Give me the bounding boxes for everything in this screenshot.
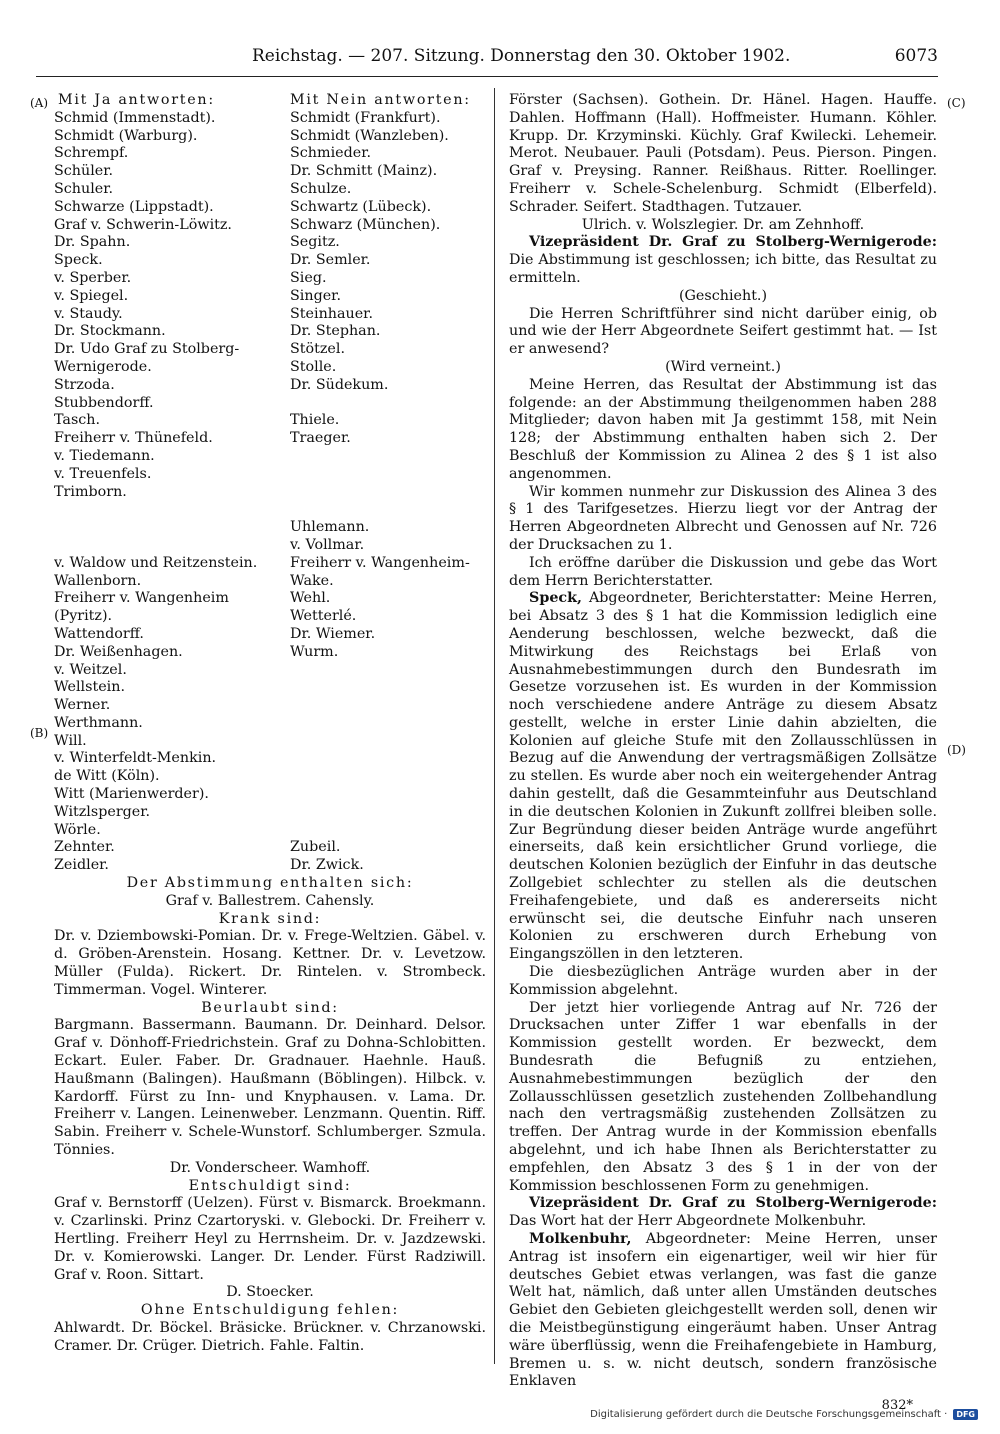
margin-letter-a: (A)	[30, 96, 49, 110]
nein-vote-name	[270, 395, 486, 413]
footer-text: Digitalisierung gefördert durch die Deutsche Forschungsgemeinschaft ·	[590, 1409, 948, 1420]
ja-vote-name	[54, 519, 270, 537]
nein-vote-name: Singer.	[290, 287, 341, 304]
entschuldigt-heading: Entschuldigt sind:	[188, 1177, 352, 1194]
nein-vote-name: Wehl.	[290, 590, 331, 607]
nein-vote-name	[270, 679, 486, 697]
ja-header: Mit Ja antworten:	[58, 92, 215, 108]
nein-vote-name: Zubeil.	[290, 839, 341, 856]
ja-vote-name: (Pyritz).	[54, 608, 113, 625]
nein-vote-name: Uhlemann.	[290, 519, 370, 536]
nein-vote-name: Wetterlé.	[290, 608, 357, 625]
ja-vote-name: Witzlsperger.	[54, 803, 151, 820]
nein-vote-name: Wurm.	[290, 643, 339, 660]
ja-vote-name: Wattendorff.	[54, 625, 144, 642]
vote-list	[54, 110, 486, 875]
nein-vote-name: Segitz.	[290, 234, 340, 251]
nein-vote-name: Traeger.	[290, 430, 351, 447]
ja-vote-name: Strzoda.	[54, 376, 115, 393]
ja-vote-name: Dr. Spahn.	[54, 234, 131, 251]
nein-vote-name: Dr. Semler.	[290, 252, 371, 269]
ja-vote-name	[54, 537, 270, 555]
paragraph-antrag-726: Der jetzt hier vorliegende Antrag auf Nr. 726 der Drucksachen unter Ziffer 1 war ebenfalls in der Kommission gestellt worden. Er bezweckt, dem Bundesrath die Befugniß zu entziehen, Ausnahmebestimmungen bezüglich der den Zollausschlüssen gesetzlich zustehenden Zollbehandlung nach den vertragsmäßig zustehenden Zollsätzen zu treffen. Der Antrag wurde in der Kommission ebenfalls abgelehnt, und ich habe Ihnen als Berichterstatter zu empfehlen, den Absatz 3 des § 1 in der von der Kommission beschlossenen Form zu genehmigen.	[509, 999, 937, 1194]
nein-vote-name	[270, 768, 486, 786]
nein-vote-name: Schwarz (München).	[290, 216, 441, 233]
vizepraesident-statement-1	[509, 234, 937, 287]
ja-vote-name: v. Weitzel.	[54, 661, 127, 678]
entschuldigt-names: Graf v. Bernstorff (Uelzen). Fürst v. Bismarck. Broekmann. v. Czarlinski. Prinz Czartoryski. v. Glebocki. Dr. Freiherr v. Hertling. Freiherr Heyl zu Herrnsheim. Dr. v. Jazdzewski. Dr. v. Komierowski. Langer. Dr. Lender. Fürst Radziwill. Graf v. Roon. Sittart.	[54, 1195, 486, 1283]
ja-vote-name	[54, 501, 270, 519]
nein-vote-name: Thiele.	[290, 412, 340, 429]
stage-direction-geschieht: (Geschieht.)	[678, 287, 768, 304]
nein-header: Mit Nein antworten:	[290, 92, 471, 108]
nein-vote-name	[270, 786, 486, 804]
paragraph-abgelehnt: Die diesbezüglichen Anträge wurden aber in der Kommission abgelehnt.	[509, 964, 937, 998]
nein-vote-name: Dr. Wiemer.	[290, 625, 376, 642]
enthalten-heading: Der Abstimmung enthalten sich:	[126, 875, 414, 892]
ja-vote-name: Wernigerode.	[54, 358, 152, 375]
nein-vote-name: Schmidt (Frankfurt).	[290, 109, 441, 126]
ja-vote-name: Schrempf.	[54, 145, 129, 162]
ja-vote-name: v. Spiegel.	[54, 287, 129, 304]
ja-vote-name: Wellstein.	[54, 679, 126, 696]
ja-vote-name: Schwarze (Lippstadt).	[54, 198, 214, 215]
ja-vote-name: de Witt (Köln).	[54, 768, 160, 785]
speech-speck	[509, 590, 937, 964]
ja-vote-name: Trimborn.	[54, 483, 127, 500]
nein-vote-name: Schmidt (Wanzleben).	[290, 127, 449, 144]
right-column	[509, 92, 937, 1415]
speaker-vizepraesident: Vizepräsident Dr. Graf zu Stolberg-Wernigerode:	[529, 1195, 937, 1212]
nein-vote-name	[270, 733, 486, 751]
ja-vote-name: Schüler.	[54, 163, 114, 180]
speech-text: Abgeordneter, Berichterstatter: Meine Herren, bei Absatz 3 des § 1 hat die Kommission lediglich eine Aenderung beschlossen, welche bezweckt, daß die Mitwirkung des Reichstags bei Erlaß von Ausnahmebestimmungen durch den Bundesrath im Gesetze vorzusehen ist. Es wurden in der Kommission noch verschiedene andere Anträge zu diesem Absatz gestellt, welche in erster Linie dahin abzielten, die Kolonien auf gleiche Stufe mit den Zollausschlüssen in Bezug auf die Anwendung der vertragsmäßigen Zollsätze zu stellen. Es wurde aber noch ein weitergehender Antrag dahin gestellt, daß die Gesammteinfuhr aus Deutschland in die deutschen Kolonien in Zukunft zollfrei bleiben solle. Zur Begründung dieser beiden Anträge wurde angeführt einerseits, daß kein ersichtlicher Grund vorliege, die deutschen Kolonien bezüglich der Einfuhr in das deutsche Zollgebiet schlechter zu stellen als die deutschen Freihafengebiete, und daß es andererseits nicht erwünscht sei, die deutsche Einfuhr nach unseren Kolonien zu erschweren durch Erhebung von Eingangszöllen in den letzteren.	[509, 590, 937, 963]
ja-vote-name: Zeidler.	[54, 857, 109, 874]
ja-vote-name: Freiherr v. Wangenheim	[54, 590, 229, 607]
speech-text: Abgeordneter: Meine Herren, unser Antrag ist insofern ein eigenartiger, weil wir hier für deutsches Gebiet etwas verlangen, was fast die ganze Welt hat, nämlich, daß unter allen Umständen deutsches Gebiet den Gebieten gleichgestellt werden soll, denen wir die Meistbegünstigung eingeräumt haben. Unser Antrag wäre überflüssig, wenn die Freihafengebiete in Hamburg, Bremen u. s. w. nicht deutsch, sondern französische Enklaven	[509, 1231, 937, 1390]
nein-vote-name	[270, 662, 486, 680]
paragraph-schriftfuehrer: Die Herren Schriftführer sind nicht darüber einig, ob und wie der Herr Abgeordnete Seifert gestimmt hat. — Ist er anwesend?	[509, 305, 937, 358]
nein-vote-name: Sieg.	[290, 269, 327, 286]
nein-vote-name	[270, 448, 486, 466]
ja-vote-name: Freiherr v. Thünefeld.	[54, 430, 213, 447]
nein-vote-name	[270, 484, 486, 502]
ja-vote-name: Will.	[54, 732, 87, 749]
ohne-heading: Ohne Entschuldigung fehlen:	[140, 1302, 400, 1319]
nein-vote-name	[270, 804, 486, 822]
dfg-logo-icon: DFG	[953, 1409, 978, 1420]
nein-vote-name: Dr. Stephan.	[290, 323, 381, 340]
ja-vote-name: Dr. Weißenhagen.	[54, 643, 183, 660]
running-title: Reichstag. — 207. Sitzung. Donnerstag den 30. Oktober 1902.	[252, 46, 791, 66]
beurlaubt-last: Dr. Vonderscheer. Wamhoff.	[169, 1159, 371, 1176]
header-rule	[36, 76, 938, 77]
margin-letter-c: (C)	[947, 96, 966, 110]
ja-vote-name: Graf v. Schwerin-Löwitz.	[54, 216, 232, 233]
entschuldigt-last: D. Stoecker.	[226, 1284, 314, 1301]
ja-vote-name: Stubbendorff.	[54, 394, 154, 411]
digitization-footer	[590, 1409, 978, 1420]
ja-vote-name: v. Winterfeldt-Menkin.	[54, 750, 217, 767]
ja-vote-name: Wörle.	[54, 821, 101, 838]
ja-vote-name: Dr. Udo Graf zu Stolberg-	[54, 341, 240, 358]
ja-vote-name: v. Waldow und Reitzenstein.	[54, 554, 258, 571]
nein-vote-name: v. Vollmar.	[290, 536, 365, 553]
margin-letter-b: (B)	[30, 726, 49, 740]
nein-vote-name	[270, 697, 486, 715]
vizepraesident-statement-2	[509, 1195, 937, 1231]
nein-vote-name: Stötzel.	[290, 341, 346, 358]
ja-vote-name: Witt (Marienwerder).	[54, 786, 209, 803]
nein-list-continued: Förster (Sachsen). Gothein. Dr. Hänel. Hagen. Hauffe. Dahlen. Hoffmann (Hall). Hoffmeister. Humann. Köhler. Krupp. Dr. Krzyminski. Küchly. Graf Kwilecki. Lehemeir. Merot. Neubauer. Pauli (Potsdam). Peus. Pierson. Pingen. Graf v. Preysing. Ranner. Reißhaus. Ritter. Roellinger. Freiherr v. Schele-Schelenburg. Schmidt (Elberfeld). Schrader. Seifert. Stadthagen. Tutzauer.	[509, 92, 937, 215]
nein-vote-name: Schmieder.	[290, 145, 372, 162]
nein-vote-name	[270, 715, 486, 733]
sheet-signature: 832*	[881, 1398, 913, 1414]
ja-vote-name: Speck.	[54, 252, 103, 269]
nein-list-last: Ulrich. v. Wolszlegier. Dr. am Zehnhoff.	[581, 216, 865, 233]
krank-names: Dr. v. Dziembowski-Pomian. Dr. v. Frege-Weltzien. Gäbel. v. d. Gröben-Arenstein. Hosang. Kettner. Dr. v. Levetzow. Müller (Fulda). Rickert. Dr. Rintelen. v. Strombeck. Timmerman. Vogel. Winterer.	[54, 928, 486, 998]
ja-vote-name: Wallenborn.	[54, 572, 142, 589]
nein-vote-name: Steinhauer.	[290, 305, 373, 322]
paragraph-eroeffnung: Ich eröffne darüber die Diskussion und gebe das Wort dem Herrn Berichterstatter.	[509, 554, 937, 589]
nein-vote-name: Schulze.	[290, 180, 352, 197]
ja-vote-name: Schmid (Immenstadt).	[54, 109, 216, 126]
margin-letter-d: (D)	[947, 743, 966, 757]
page-number: 6073	[894, 46, 938, 66]
ja-vote-name: v. Staudy.	[54, 305, 123, 322]
speaker-molkenbuhr: Molkenbuhr,	[529, 1231, 632, 1247]
nein-vote-name	[270, 822, 486, 840]
ja-vote-name: Zehnter.	[54, 839, 115, 856]
left-column	[54, 92, 486, 1356]
ja-vote-name: v. Tiedemann.	[54, 447, 155, 464]
ohne-names: Ahlwardt. Dr. Böckel. Bräsicke. Brückner. v. Chrzanowski. Cramer. Dr. Crüger. Dietrich. Fahle. Faltin.	[54, 1319, 486, 1354]
statement-text: Die Abstimmung ist geschlossen; ich bitte, das Resultat zu ermitteln.	[509, 252, 937, 286]
paragraph-diskussion: Wir kommen nunmehr zur Diskussion des Alinea 3 des § 1 des Tarifgesetzes. Hierzu liegt vor der Antrag der Herren Abgeordneten Albrecht und Genossen auf Nr. 726 der Drucksachen zu 1.	[509, 483, 937, 553]
nein-vote-name: Dr. Südekum.	[290, 376, 389, 393]
nein-vote-name: Schwartz (Lübeck).	[290, 198, 432, 215]
speaker-speck: Speck,	[529, 590, 583, 607]
ja-vote-name: Werner.	[54, 697, 111, 714]
nein-vote-name: Dr. Zwick.	[290, 857, 364, 874]
stage-direction-verneint: (Wird verneint.)	[665, 358, 781, 375]
ja-vote-name: Schuler.	[54, 180, 114, 197]
statement-text: Das Wort hat der Herr Abgeordnete Molkenbuhr.	[509, 1213, 867, 1230]
ja-vote-name: Schmidt (Warburg).	[54, 127, 198, 144]
ja-vote-name: Tasch.	[54, 412, 101, 429]
krank-heading: Krank sind:	[218, 910, 322, 927]
nein-vote-name: Freiherr v. Wangenheim-	[290, 554, 470, 571]
nein-vote-name	[270, 466, 486, 484]
enthalten-names: Graf v. Ballestrem. Cahensly.	[165, 892, 375, 909]
speaker-vizepraesident: Vizepräsident Dr. Graf zu Stolberg-Wernigerode:	[529, 234, 937, 251]
beurlaubt-heading: Beurlaubt sind:	[201, 999, 339, 1016]
nein-vote-name	[270, 501, 486, 519]
speech-molkenbuhr	[509, 1231, 937, 1391]
ja-vote-name: v. Treuenfels.	[54, 465, 152, 482]
beurlaubt-names: Bargmann. Bassermann. Baumann. Dr. Deinhard. Delsor. Graf v. Dönhoff-Friedrichstein. Graf zu Dohna-Schlobitten. Eckart. Euler. Faber. Dr. Gradnauer. Haehnle. Hauß. Haußmann (Balingen). Haußmann (Böblingen). Hilbck. v. Kardorff. Fürst zu Inn- und Knyphausen. v. Lama. Dr. Freiherr v. Langen. Leinenweber. Lenzmann. Quentin. Riff. Sabin. Freiherr v. Schele-Wunstorf. Schlumberger. Szmula. Tönnies.	[54, 1017, 486, 1159]
column-divider	[494, 88, 495, 1364]
nein-vote-name: Wake.	[290, 572, 334, 589]
paragraph-resultat: Meine Herren, das Resultat der Abstimmung ist das folgende: an der Abstimmung theilgenommen haben 288 Mitglieder; davon haben mit Ja gestimmt 158, mit Nein 128; der Abstimmung enthalten haben sich 2. Der Beschluß der Kommission zu Alinea 2 des § 1 ist also angenommen.	[509, 376, 937, 482]
ja-vote-name: v. Sperber.	[54, 269, 132, 286]
vote-column-headers	[54, 92, 486, 110]
nein-vote-name: Dr. Schmitt (Mainz).	[290, 163, 438, 180]
ja-vote-name: Dr. Stockmann.	[54, 323, 166, 340]
ja-vote-name: Werthmann.	[54, 714, 143, 731]
nein-vote-name	[270, 750, 486, 768]
nein-vote-name: Stolle.	[290, 358, 337, 375]
page-header	[54, 46, 938, 72]
